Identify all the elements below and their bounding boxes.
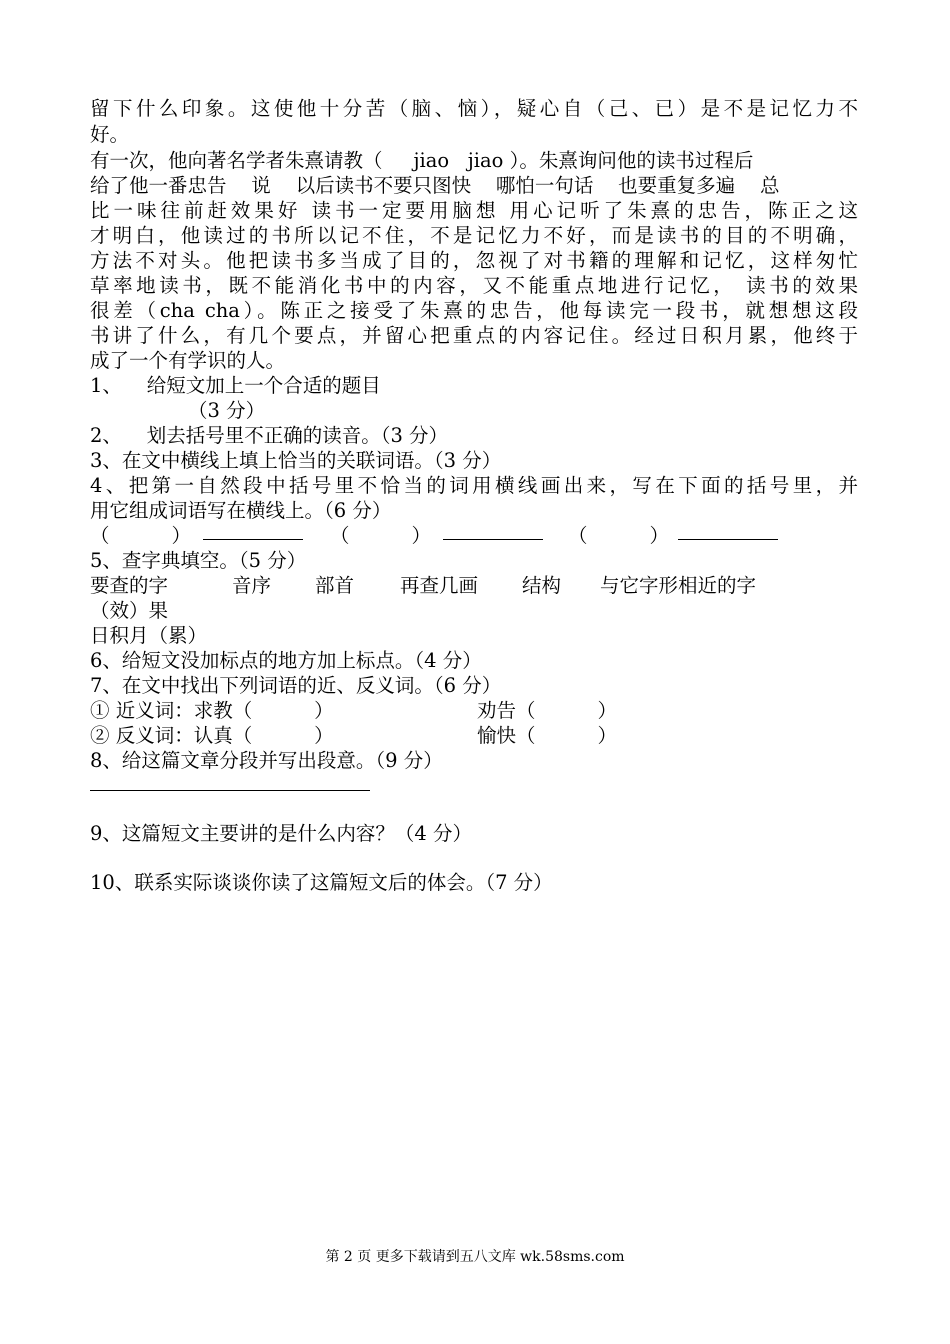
- table-header: 要查的字: [90, 574, 169, 597]
- question-4: 4、把第一自然段中括号里不恰当的词用横线画出来，写在下面的括号里，并: [90, 474, 858, 497]
- question-4-continued: 用它组成词语写在横线上。（6 分）: [90, 499, 392, 522]
- question-10: 10、联系实际谈谈你读了这篇短文后的体会。（7 分）: [90, 871, 553, 894]
- answer-line[interactable]: [90, 790, 370, 791]
- table-header: 结构: [522, 574, 562, 597]
- table-header: 再查几画: [400, 574, 479, 597]
- synonym-item: 劝告（ ）: [477, 699, 617, 722]
- question-7: 7、在文中找出下列词语的近、反义词。（6 分）: [90, 674, 502, 697]
- question-1-score: （3 分）: [188, 399, 266, 422]
- answer-paren: （ ）: [330, 524, 431, 547]
- answer-blank[interactable]: [678, 521, 778, 540]
- answer-blank[interactable]: [203, 521, 303, 540]
- table-header: 与它字形相近的字: [600, 574, 757, 597]
- question-3: 3、在文中横线上填上恰当的关联词语。（3 分）: [90, 449, 502, 472]
- passage-line: 比一味往前赶效果好 读书一定要用脑想 用心记听了朱熹的忠告，陈正之这: [90, 199, 858, 222]
- passage-line: 有一次，他向著名学者朱熹请教（ jiao jiao ）。朱熹询问他的读书过程后: [90, 149, 754, 172]
- passage-line: 很差（cha cha）。陈正之接受了朱熹的忠告，他每读完一段书，就想想这段: [90, 299, 858, 322]
- antonym-item: 愉快（ ）: [477, 724, 617, 747]
- table-header: 音序: [232, 574, 272, 597]
- question-6: 6、给短文没加标点的地方加上标点。（4 分）: [90, 649, 482, 672]
- answer-paren: （ ）: [90, 524, 191, 547]
- passage-line: 给了他一番忠告 说 以后读书不要只图快 哪怕一句话 也要重复多遍 总: [90, 174, 780, 197]
- synonym-item: ① 近义词：求教（ ）: [90, 699, 334, 722]
- answer-blank[interactable]: [443, 521, 543, 540]
- passage-line: 方法不对头。他把读书多当成了目的，忽视了对书籍的理解和记忆，这样匆忙: [90, 249, 858, 272]
- question-1: 1、 给短文加上一个合适的题目: [90, 374, 381, 397]
- table-row: （效）果: [90, 599, 169, 622]
- answer-paren: （ ）: [568, 524, 669, 547]
- table-row: 日积月（累）: [90, 624, 208, 647]
- question-5: 5、查字典填空。（5 分）: [90, 549, 307, 572]
- passage-line: 好。: [90, 123, 130, 146]
- passage-line: 成了一个有学识的人。: [90, 349, 286, 372]
- question-8: 8、给这篇文章分段并写出段意。（9 分）: [90, 749, 443, 772]
- question-2: 2、 划去括号里不正确的读音。（3 分）: [90, 424, 449, 447]
- passage-line: 书讲了什么，有几个要点，并留心把重点的内容记住。经过日积月累，他终于: [90, 324, 858, 347]
- passage-line: 草率地读书，既不能消化书中的内容，又不能重点地进行记忆， 读书的效果: [90, 274, 858, 297]
- table-header: 部首: [315, 574, 355, 597]
- passage-line: 留下什么印象。这使他十分苦（脑、恼），疑心自（己、已）是不是记忆力不: [90, 97, 858, 120]
- page-footer: 第 2 页 更多下载请到五八文库 wk.58sms.com: [325, 1249, 625, 1265]
- question-9: 9、这篇短文主要讲的是什么内容？（4 分）: [90, 822, 473, 845]
- antonym-item: ② 反义词：认真（ ）: [90, 724, 334, 747]
- passage-line: 才明白，他读过的书所以记不住，不是记忆力不好，而是读书的目的不明确，: [90, 224, 858, 247]
